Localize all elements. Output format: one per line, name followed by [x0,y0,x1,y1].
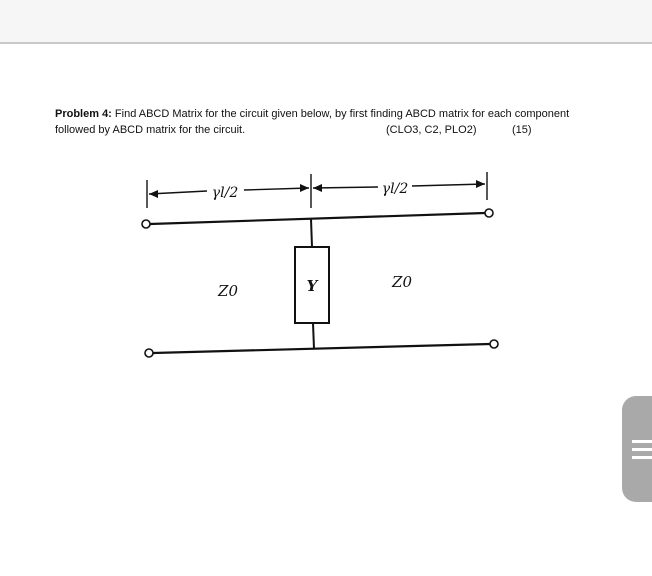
terminal-bottom-right [490,340,498,348]
dim-line-left-b [244,188,309,190]
left-impedance-label: Z0 [218,282,238,300]
dim-arrow-right [476,180,485,188]
grip-lines-icon [632,448,652,451]
bottom-conductor [153,344,490,353]
terminal-bottom-left [145,349,153,357]
left-length-label: γl/2 [211,185,239,201]
dim-arrow-mid-right [313,184,322,192]
grip-lines-icon [632,440,652,443]
dim-arrow-mid-left [300,184,309,192]
shunt-lead-top [311,219,312,247]
dim-arrow-left [149,190,158,198]
dim-line-right-a [313,187,378,188]
problem-marks: (15) [512,124,532,136]
side-scroll-tab[interactable] [622,396,652,502]
grip-lines-icon [632,456,652,459]
shunt-admittance-label: Y [306,277,318,295]
learning-outcomes: (CLO3, C2, PLO2) [386,124,477,136]
right-impedance-label: Z0 [392,273,412,291]
problem-label: Problem 4: [55,108,112,120]
problem-text-line1: Find ABCD Matrix for the circuit given below, by first finding ABCD matrix for each component [111,108,570,120]
dim-line-right-b [412,184,485,186]
problem-text-line2: followed by ABCD matrix for the circuit. [55,124,246,136]
right-length-label: γl/2 [381,181,409,197]
terminal-top-right [485,209,493,217]
terminal-top-left [142,220,150,228]
shunt-lead-bottom [313,323,314,349]
top-conductor [150,213,485,224]
